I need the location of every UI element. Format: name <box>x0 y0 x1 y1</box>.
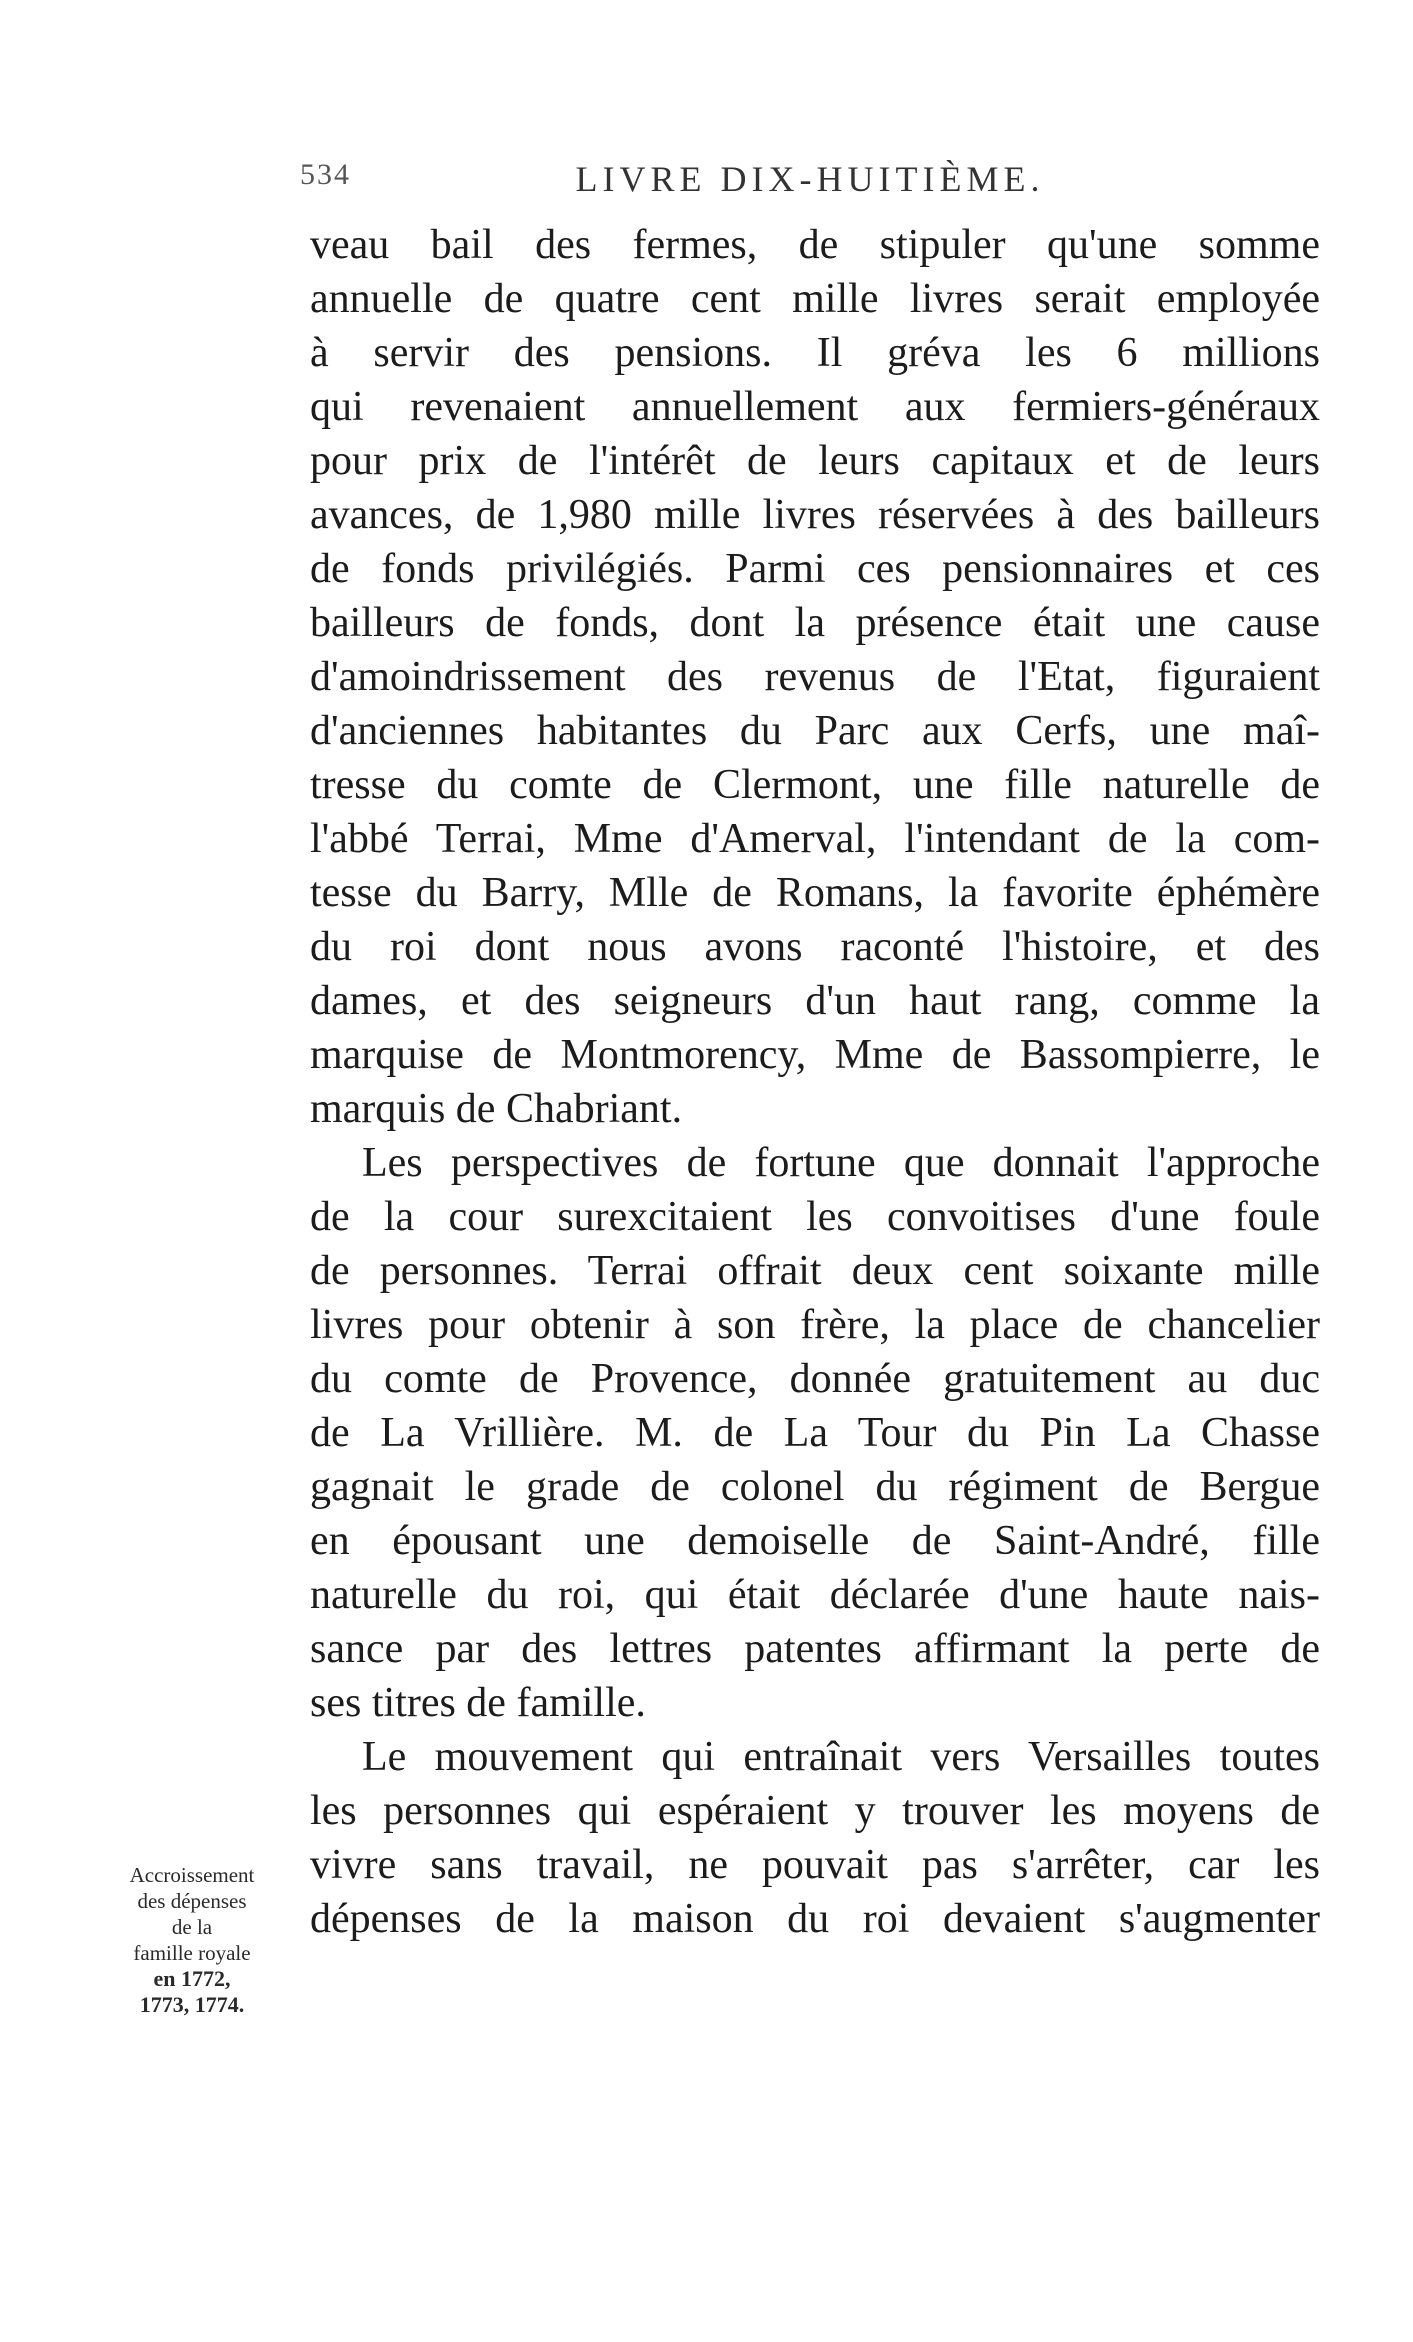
text-line: dépenses de la maison du roi devaient s'augmenter <box>310 1896 1320 1942</box>
text-line: de fonds privilégiés. Parmi ces pensionnaires et ces <box>310 546 1320 592</box>
margin-note <box>92 1862 292 2018</box>
margin-note-line: en 1772, <box>153 1966 231 1991</box>
margin-note-line: famille royale <box>133 1941 251 1965</box>
text-line: annuelle de quatre cent mille livres serait employée <box>310 276 1320 322</box>
text-line: du comte de Provence, donnée gratuitement au duc <box>310 1356 1320 1402</box>
text-line: marquis de Chabriant. <box>310 1086 683 1132</box>
text-line: gagnait le grade de colonel du régiment de Bergue <box>310 1464 1320 1510</box>
text-line: de La Vrillière. M. de La Tour du Pin La Chasse <box>310 1410 1320 1456</box>
text-line: qui revenaient annuellement aux fermiers-généraux <box>310 384 1320 430</box>
paragraph-3 <box>310 1730 1320 1946</box>
text-line: tesse du Barry, Mlle de Romans, la favorite éphémère <box>310 870 1320 916</box>
text-line: sance par des lettres patentes affirmant la perte de <box>310 1626 1320 1672</box>
text-line: les personnes qui espéraient y trouver les moyens de <box>310 1788 1320 1834</box>
text-line: en épousant une demoiselle de Saint-André, fille <box>310 1518 1320 1564</box>
running-title: LIVRE DIX-HUITIÈME. <box>575 159 1045 199</box>
text-line: marquise de Montmorency, Mme de Bassompierre, le <box>310 1032 1320 1078</box>
text-line: Le mouvement qui entraînait vers Versailles toutes <box>362 1734 1320 1780</box>
text-line: de personnes. Terrai offrait deux cent soixante mille <box>310 1248 1320 1294</box>
text-line: naturelle du roi, qui était déclarée d'une haute nais- <box>310 1572 1320 1618</box>
text-line: bailleurs de fonds, dont la présence était une cause <box>310 600 1320 646</box>
body-text <box>310 218 1320 1946</box>
text-line: avances, de 1,980 mille livres réservées à des bailleurs <box>310 492 1320 538</box>
text-line: d'anciennes habitantes du Parc aux Cerfs, une maî- <box>310 708 1320 754</box>
text-line: Les perspectives de fortune que donnait l'approche <box>362 1140 1320 1186</box>
text-line: de la cour surexcitaient les convoitises d'une foule <box>310 1194 1320 1240</box>
text-line: d'amoindrissement des revenus de l'Etat, figuraient <box>310 654 1320 700</box>
paragraph-1 <box>310 218 1320 1136</box>
running-head <box>300 158 1320 208</box>
text-line: l'abbé Terrai, Mme d'Amerval, l'intendant de la com- <box>310 816 1320 862</box>
margin-note-line: des dépenses <box>137 1889 247 1913</box>
margin-note-line: de la <box>171 1915 213 1939</box>
text-line: livres pour obtenir à son frère, la place de chancelier <box>310 1302 1320 1348</box>
text-line: vivre sans travail, ne pouvait pas s'arrêter, car les <box>310 1842 1320 1888</box>
text-line: pour prix de l'intérêt de leurs capitaux et de leurs <box>310 438 1320 484</box>
text-line: ses titres de famille. <box>310 1680 646 1726</box>
text-line: tresse du comte de Clermont, une fille naturelle de <box>310 762 1320 808</box>
margin-note-line: Accroissement <box>129 1863 255 1887</box>
page-number: 534 <box>300 158 351 191</box>
paragraph-2 <box>310 1136 1320 1730</box>
text-line: veau bail des fermes, de stipuler qu'une somme <box>310 222 1320 268</box>
text-line: à servir des pensions. Il gréva les 6 millions <box>310 330 1320 376</box>
text-line: dames, et des seigneurs d'un haut rang, comme la <box>310 978 1320 1024</box>
text-line: du roi dont nous avons raconté l'histoire, et des <box>310 924 1320 970</box>
margin-note-line: 1773, 1774. <box>139 1992 245 2017</box>
